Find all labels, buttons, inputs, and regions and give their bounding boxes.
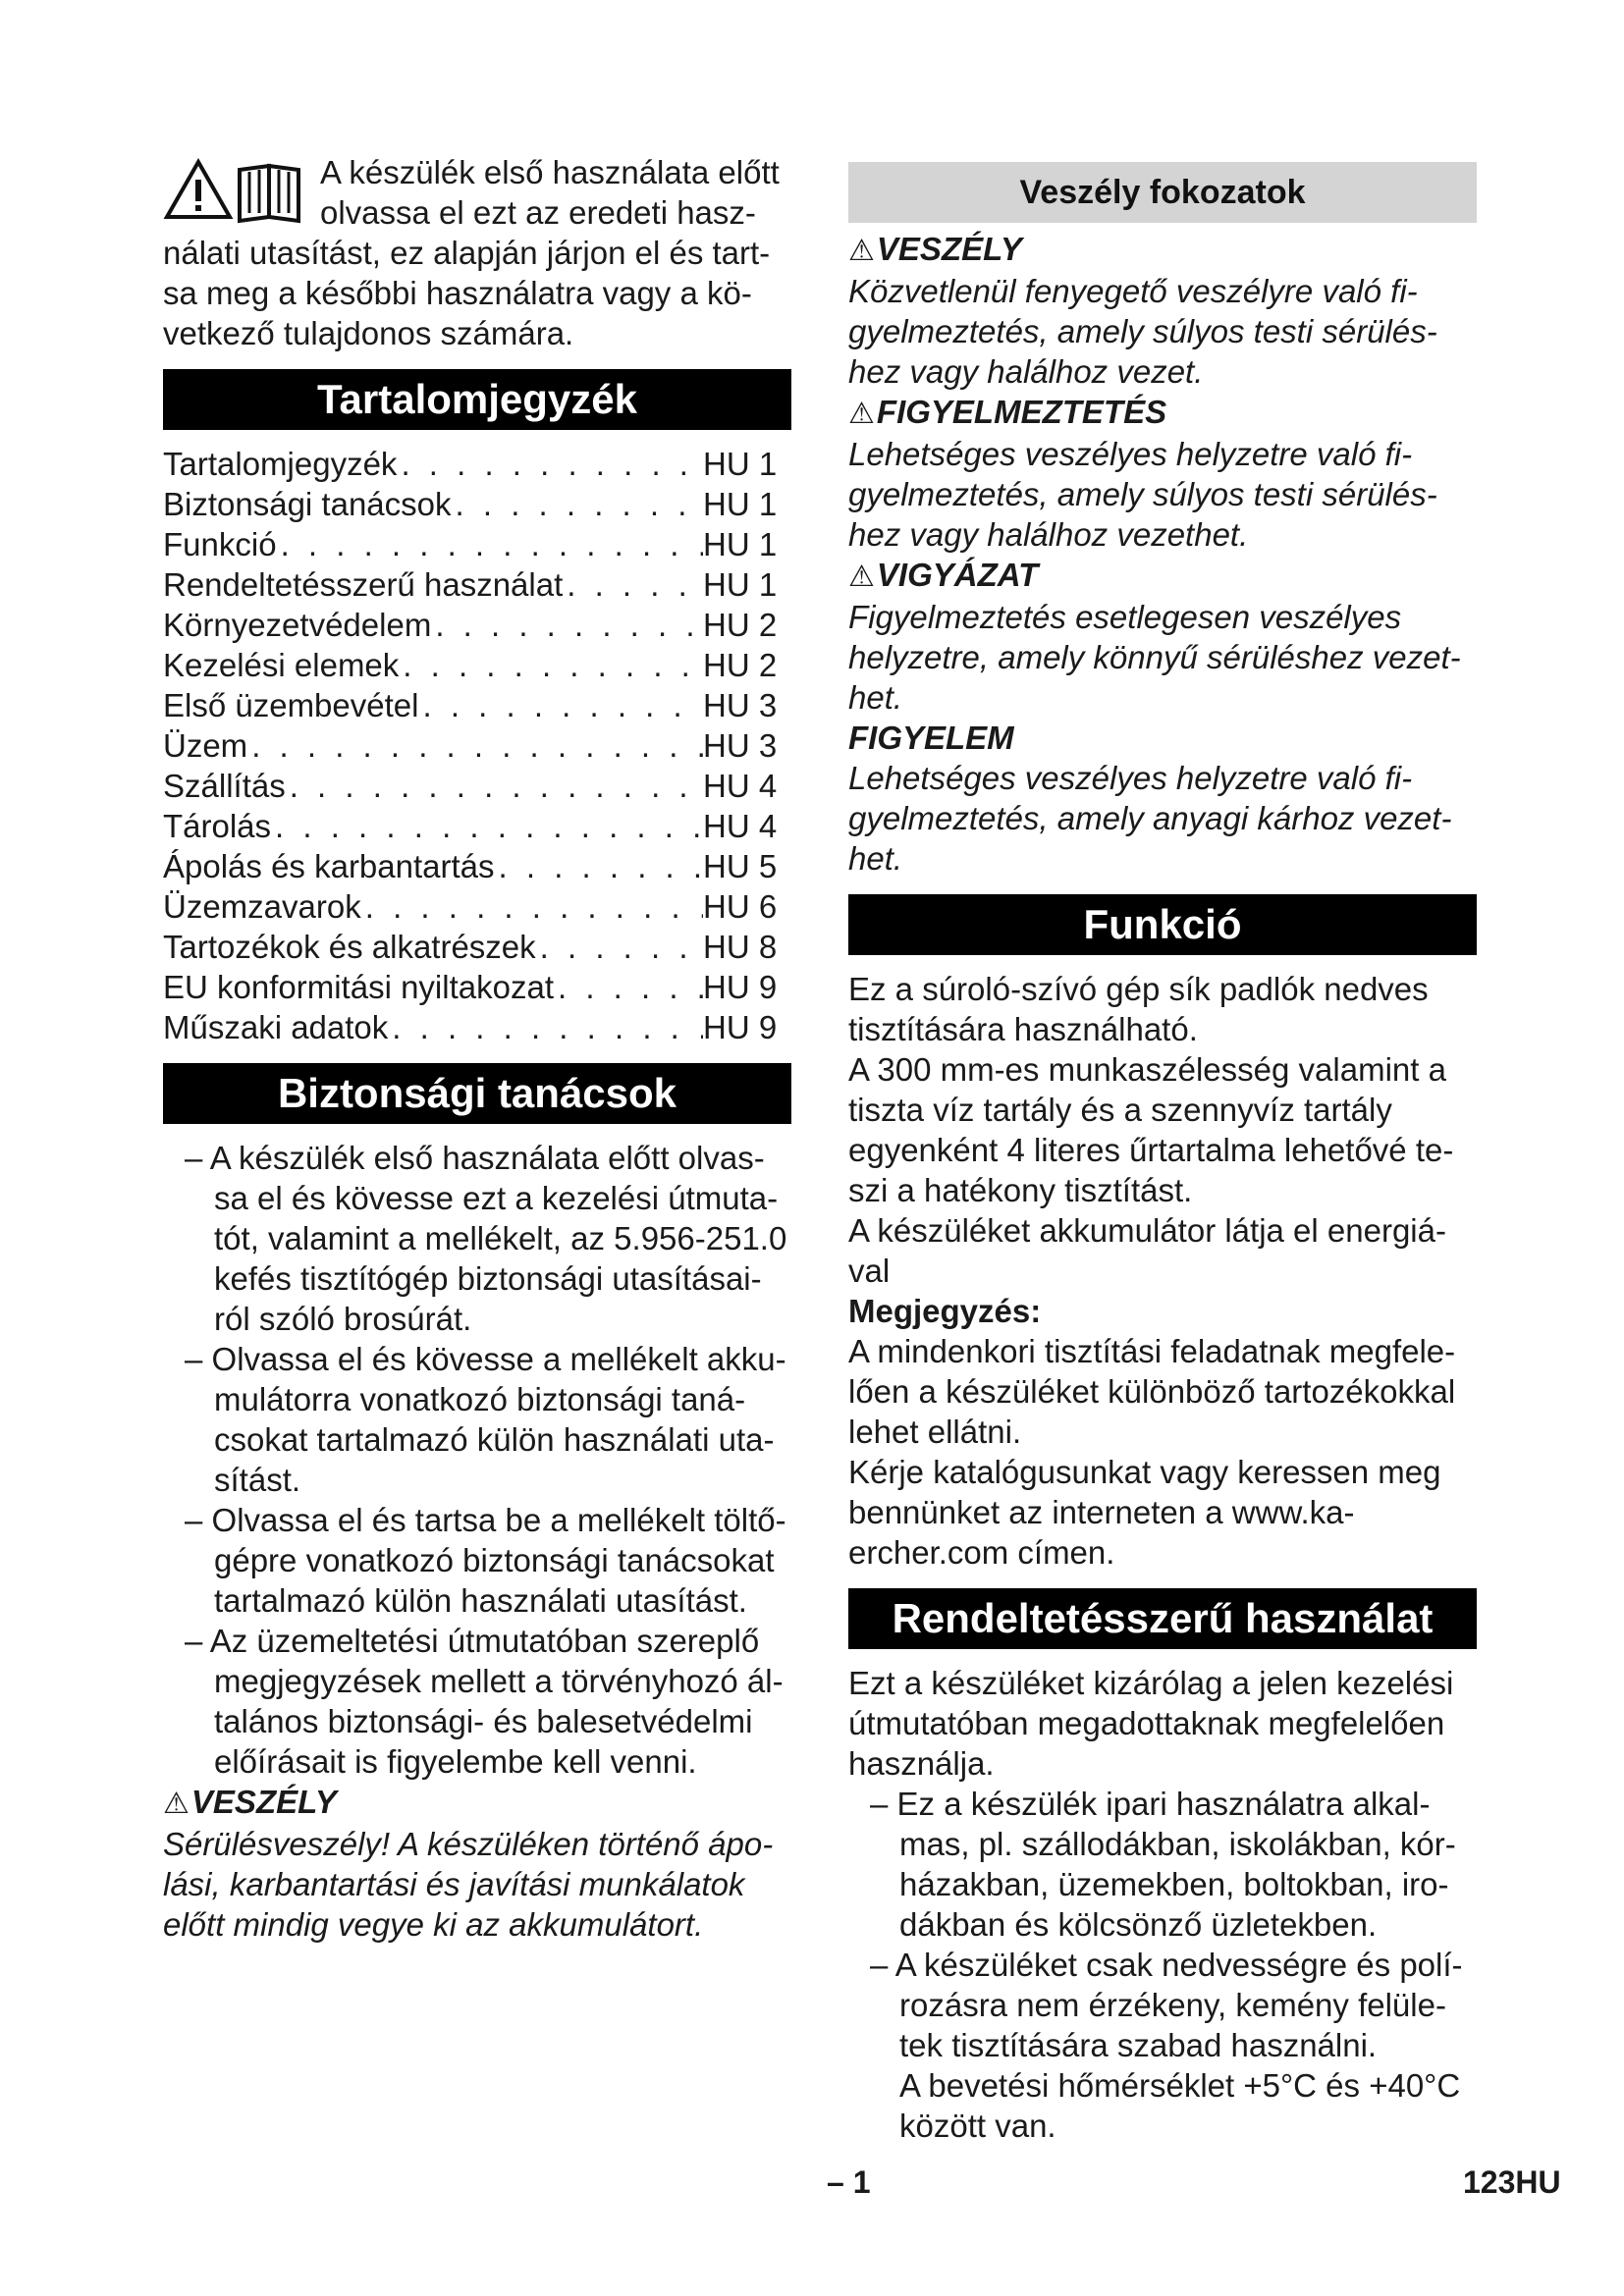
toc-heading: Tartalomjegyzék	[163, 369, 791, 430]
intro-line-1: A készülék első használata előtt	[320, 154, 780, 190]
safety-item: – Olvassa el és tartsa be a mellékelt töltő-gépre vonatkozó biztonsági tanácsokat tartalmazó külön használati utasítást.	[163, 1500, 791, 1621]
temp-note: A bevetési hőmérséklet +5°C és +40°C között van.	[899, 2067, 1461, 2144]
toc-page: HU 9	[703, 1009, 778, 1045]
safety-heading: Biztonsági tanácsok	[163, 1063, 791, 1124]
warning-triangle-icon: ⚠	[848, 561, 875, 593]
toc-page: HU 4	[703, 768, 778, 804]
warning-triangle-icon	[167, 162, 230, 217]
danger-label: ⚠VESZÉLY	[163, 1784, 337, 1820]
hazard-heading: Veszély fokozatok	[848, 162, 1477, 223]
toc-title: Tárolás	[163, 808, 272, 844]
toc-title: Tartozékok és alkatrészek	[163, 929, 536, 965]
danger-text: Sérülésveszély! A készüléken történő ápo-lási, karbantartási és javítási munkálatok előtt mindig vegye ki az akkumulátort.	[163, 1826, 774, 1943]
warning-triangle-icon: ⚠	[848, 235, 875, 267]
hazard-label: ⚠VESZÉLY	[848, 231, 1022, 267]
hazard-label: FIGYELEM	[848, 720, 1014, 756]
toc-row[interactable]	[163, 725, 791, 766]
toc-row[interactable]	[163, 886, 791, 927]
toc-page: HU 2	[703, 647, 778, 683]
toc-page: HU 3	[703, 727, 778, 764]
toc-row[interactable]	[163, 806, 791, 846]
intro-text: nálati utasítást, ez alapján járjon el és tart-sa meg a későbbi használatra vagy a kö-vetkező tulajdonos számára.	[163, 235, 771, 351]
right-column	[848, 152, 1477, 2146]
toc-title: Üzemzavarok	[163, 888, 361, 925]
hazard-text: Lehetséges veszélyes helyzetre való fi-gyelmeztetés, amely súlyos testi sérülés-hez vagy halálhoz vezethet.	[848, 436, 1437, 553]
toc-title: EU konformitási nyiltakozat	[163, 969, 554, 1005]
toc-row[interactable]	[163, 524, 791, 564]
toc-title: Kezelési elemek	[163, 647, 400, 683]
toc-title: Első üzembevétel	[163, 687, 419, 723]
book-icon	[240, 166, 298, 221]
toc-page: HU 4	[703, 808, 778, 844]
toc-row[interactable]	[163, 766, 791, 806]
toc-row[interactable]	[163, 685, 791, 725]
toc-page: HU 1	[703, 566, 778, 603]
toc-title: Műszaki adatok	[163, 1009, 389, 1045]
toc-title: Ápolás és karbantartás	[163, 848, 495, 884]
toc-title: Üzem	[163, 727, 248, 764]
toc-row[interactable]	[163, 605, 791, 645]
hazard-text: Lehetséges veszélyes helyzetre való fi-gyelmeztetés, amely anyagi kárhoz vezet-het.	[848, 760, 1452, 877]
page-code: 123HU	[1463, 2164, 1561, 2200]
intro-block	[163, 152, 791, 353]
safety-item: – A készülék első használata előtt olvas-sa el és kövesse ezt a kezelési útmuta-tót, valamint a mellékelt, az 5.956-251.0 kefés tisztítógép biztonsági utasításai-ról szóló brosúrát.	[163, 1138, 791, 1339]
toc-page: HU 9	[703, 969, 778, 1005]
toc-page: HU 2	[703, 607, 778, 643]
toc-title: Környezetvédelem	[163, 607, 432, 643]
intended-item: – A készüléket csak nedvességre és polí-rozásra nem érzékeny, kemény felüle-tek tisztítására szabad használni.	[848, 1945, 1477, 2065]
toc-row[interactable]	[163, 484, 791, 524]
toc-row[interactable]	[163, 927, 791, 967]
safety-item: – Olvassa el és kövesse a mellékelt akku-mulátorra vonatkozó biztonsági taná-csokat tartalmazó külön használati uta-sítást.	[163, 1339, 791, 1500]
left-column	[163, 152, 791, 1945]
hazard-text: Közvetlenül fenyegető veszélyre való fi-gyelmeztetés, amely súlyos testi sérülés-hez vagy halálhoz vezet.	[848, 273, 1437, 390]
intro-line-2: olvassa el ezt az eredeti hasz-	[320, 194, 756, 231]
warning-triangle-icon: ⚠	[848, 398, 875, 430]
safety-item: – Az üzemeltetési útmutatóban szereplő megjegyzések mellett a törvényhozó ál-talános biztonsági- és balesetvédelmi előírásait is figyelembe kell venni.	[163, 1621, 791, 1782]
toc-page: HU 5	[703, 848, 778, 884]
toc-page: HU 8	[703, 929, 778, 965]
note-text: A mindenkori tisztítási feladatnak megfele-lően a készüléket különböző tartozékokkal lehet ellátni.	[848, 1333, 1456, 1450]
function-para: Kérje katalógusunkat vagy keressen meg bennünket az interneten a www.ka-ercher.com címen.	[848, 1454, 1441, 1571]
toc-row[interactable]	[163, 846, 791, 886]
hazard-label: ⚠FIGYELMEZTETÉS	[848, 394, 1167, 430]
function-para: A készüléket akkumulátor látja el energiá-val	[848, 1212, 1446, 1289]
page-marker: – 1	[827, 2164, 871, 2200]
intended-heading: Rendeltetésszerű használat	[848, 1588, 1477, 1649]
toc-page: HU 1	[703, 446, 778, 482]
toc-page: HU 1	[703, 526, 778, 562]
function-heading: Funkció	[848, 894, 1477, 955]
toc-row[interactable]	[163, 564, 791, 605]
toc-title: Szállítás	[163, 768, 286, 804]
toc-row[interactable]	[163, 967, 791, 1007]
toc-row[interactable]	[163, 444, 791, 484]
function-para: Ez a súroló-szívó gép sík padlók nedves tisztítására használható.	[848, 971, 1429, 1047]
intended-intro: Ezt a készüléket kizárólag a jelen kezelési útmutatóban megadottaknak megfelelően használja.	[848, 1665, 1454, 1782]
toc-page: HU 1	[703, 486, 778, 522]
toc-title: Funkció	[163, 526, 277, 562]
toc-page: HU 6	[703, 888, 778, 925]
toc-row[interactable]	[163, 1007, 791, 1047]
toc-list	[163, 444, 791, 1047]
function-para: A 300 mm-es munkaszélesség valamint a tiszta víz tartály és a szennyvíz tartály egyenként 4 literes űrtartalma lehetővé te-szi a hatékony tisztítást.	[848, 1051, 1454, 1208]
toc-title: Biztonsági tanácsok	[163, 486, 452, 522]
toc-title: Rendeltetésszerű használat	[163, 566, 564, 603]
intro-icons	[163, 156, 310, 225]
toc-page: HU 3	[703, 687, 778, 723]
note-label: Megjegyzés:	[848, 1293, 1042, 1329]
toc-row[interactable]	[163, 645, 791, 685]
toc-title: Tartalomjegyzék	[163, 446, 398, 482]
hazard-text: Figyelmeztetés esetlegesen veszélyes helyzetre, amely könnyű sérüléshez vezet-het.	[848, 599, 1461, 716]
intended-item: – Ez a készülék ipari használatra alkal-mas, pl. szállodákban, iskolákban, kór-házakban, üzemekben, boltokban, iro-dákban és kölcsönző üzletekben.	[848, 1784, 1477, 1945]
warning-triangle-icon: ⚠	[163, 1788, 189, 1820]
hazard-label: ⚠VIGYÁZAT	[848, 557, 1039, 593]
